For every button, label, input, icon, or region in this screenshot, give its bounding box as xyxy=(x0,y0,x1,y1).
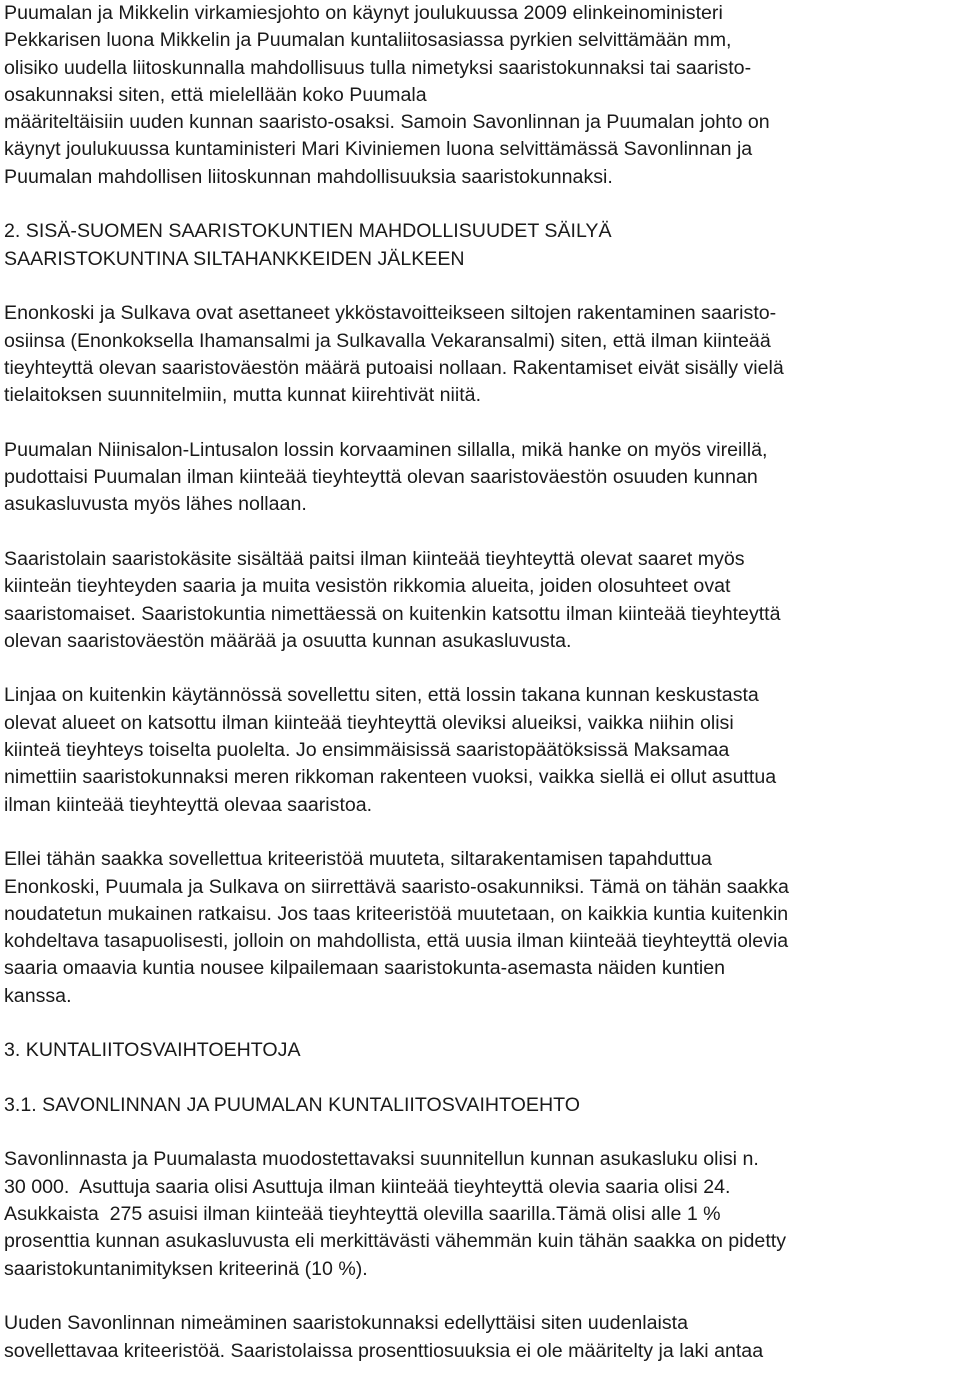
text-line: kiinteä tieyhteys toiselta puolelta. Jo ensimmäisissä saaristopäätöksissä Maksamaa xyxy=(4,739,730,762)
text-line: asukasluvusta myös lähes nollaan. xyxy=(4,493,307,516)
text-line: prosenttia kunnan asukasluvusta eli merkittävästi vähemmän kuin tähän saakka on pidetty xyxy=(4,1230,787,1253)
enonkoski-paragraph xyxy=(4,300,958,409)
paragraph-gap xyxy=(4,1283,958,1310)
paragraph-gap xyxy=(4,1065,958,1092)
text-line: kohdeltava tasapuolisesti, jolloin on mahdollista, että uusia ilman kiinteää tieyhteyttä olevia xyxy=(4,930,789,953)
paragraph-gap xyxy=(4,1119,958,1146)
text-line: Puumalan Niinisalon-Lintusalon lossin korvaaminen sillalla, mikä hanke on myös vireillä, xyxy=(4,438,768,461)
paragraph-gap xyxy=(4,655,958,682)
text-line: osiinsa (Enonkoksella Ihamansalmi ja Sulkavalla Vekaransalmi) siten, että ilman kiinteää xyxy=(4,329,771,352)
text-line: Pekkarisen luona Mikkelin ja Puumalan kuntaliitosasiassa pyrkien selvittämään mm, xyxy=(4,29,732,52)
text-line: olisiko uudella liitoskunnalla mahdollisuus tulla nimetyksi saaristokunnaksi tai saaristo- xyxy=(4,56,752,79)
text-line: saaria omaavia kuntia nousee kilpailemaan saaristokunta-asemasta näiden kuntien xyxy=(4,957,726,980)
document-page xyxy=(4,0,958,1365)
text-line: osakunnaksi siten, että mielellään koko Puumala xyxy=(4,83,427,106)
paragraph-gap xyxy=(4,273,958,300)
intro-paragraph xyxy=(4,0,958,191)
uuden-paragraph xyxy=(4,1310,958,1365)
text-line: Puumalan mahdollisen liitoskunnan mahdollisuuksia saaristokunnaksi. xyxy=(4,165,613,188)
linjaa-paragraph xyxy=(4,682,958,818)
paragraph-gap xyxy=(4,191,958,218)
text-line: 30 000. Asuttuja saaria olisi Asuttuja ilman kiinteää tieyhteyttä olevia saaria olisi 24. xyxy=(4,1175,731,1198)
text-line: olevat alueet on katsottu ilman kiinteää tieyhteyttä oleviksi alueiksi, vaikka niihin olisi xyxy=(4,711,734,734)
paragraph-gap xyxy=(4,819,958,846)
niinisalo-paragraph xyxy=(4,437,958,519)
heading-line: 3. KUNTALIITOSVAIHTOEHTOJA xyxy=(4,1039,301,1062)
section-3-heading xyxy=(4,1037,958,1064)
text-line: Enonkoski ja Sulkava ovat asettaneet ykköstavoitteikseen siltojen rakentaminen saaristo- xyxy=(4,302,777,325)
text-line: käynyt joulukuussa kuntaministeri Mari Kiviniemen luona selvittämässä Savonlinnan ja xyxy=(4,138,753,161)
text-line: kiinteän tieyhteyden saaria ja muita vesistön rikkomia alueita, joiden olosuhteet ovat xyxy=(4,575,731,598)
text-line: Uuden Savonlinnan nimeäminen saaristokunnaksi edellyttäisi siten uudenlaista xyxy=(4,1312,689,1335)
text-line: Enonkoski, Puumala ja Sulkava on siirrettävä saaristo-osakunniksi. Tämä on tähän saakka xyxy=(4,875,789,898)
text-line: määriteltäisiin uuden kunnan saaristo-osaksi. Samoin Savonlinnan ja Puumalan johto on xyxy=(4,111,770,134)
text-line: ilman kiinteää tieyhteyttä olevaa saaristoa. xyxy=(4,793,373,816)
ellei-paragraph xyxy=(4,846,958,1010)
saaristolaki-paragraph xyxy=(4,546,958,655)
text-line: Savonlinnasta ja Puumalasta muodostettavaksi suunnitellun kunnan asukasluku olisi n. xyxy=(4,1148,759,1171)
text-line: Puumalan ja Mikkelin virkamiesjohto on käynyt joulukuussa 2009 elinkeinoministeri xyxy=(4,2,723,24)
asukasluku-paragraph xyxy=(4,1146,958,1282)
section-2-heading xyxy=(4,218,958,273)
text-line: pudottaisi Puumalan ilman kiinteää tieyhteyttä olevan saaristoväestön osuuden kunnan xyxy=(4,466,758,489)
text-line: tielaitoksen suunnitelmiin, mutta kunnat kiirehtivät niitä. xyxy=(4,384,482,407)
text-line: saaristokuntanimityksen kriteerinä (10 %). xyxy=(4,1257,368,1280)
heading-line: 3.1. SAVONLINNAN JA PUUMALAN KUNTALIITOSVAIHTOEHTO xyxy=(4,1093,580,1116)
text-line: Linjaa on kuitenkin käytännössä sovellettu siten, että lossin takana kunnan keskustasta xyxy=(4,684,759,707)
paragraph-gap xyxy=(4,1010,958,1037)
text-line: sovellettavaa kriteeristöä. Saaristolaissa prosenttiosuuksia ei ole määritelty ja laki antaa xyxy=(4,1339,764,1362)
text-line: saaristomaiset. Saaristokuntia nimettäessä on kuitenkin katsottu ilman kiinteää tieyhteyttä xyxy=(4,602,781,625)
text-line: kanssa. xyxy=(4,984,72,1007)
text-line: noudatetun mukainen ratkaisu. Jos taas kriteeristöä muutetaan, on kaikkia kuntia kuitenkin xyxy=(4,902,789,925)
heading-line: SAARISTOKUNTINA SILTAHANKKEIDEN JÄLKEEN xyxy=(4,247,465,270)
section-3-1-heading xyxy=(4,1092,958,1119)
text-line: tieyhteyttä olevan saaristoväestön määrä putoaisi nollaan. Rakentamiset eivät sisälly vielä xyxy=(4,356,784,379)
paragraph-gap xyxy=(4,409,958,436)
text-line: nimettiin saaristokunnaksi meren rikkoman rakenteen vuoksi, vaikka siellä ei ollut asuttua xyxy=(4,766,777,789)
text-line: Asukkaista 275 asuisi ilman kiinteää tieyhteyttä olevilla saarilla.Tämä olisi alle 1 % xyxy=(4,1203,721,1226)
text-line: Saaristolain saaristokäsite sisältää paitsi ilman kiinteää tieyhteyttä olevat saaret myös xyxy=(4,547,745,570)
text-line: Ellei tähän saakka sovellettua kriteeristöä muuteta, siltarakentamisen tapahduttua xyxy=(4,848,712,871)
heading-line: 2. SISÄ-SUOMEN SAARISTOKUNTIEN MAHDOLLISUUDET SÄILYÄ xyxy=(4,220,612,243)
text-line: olevan saaristoväestön määrää ja osuutta kunnan asukasluvusta. xyxy=(4,629,572,652)
paragraph-gap xyxy=(4,519,958,546)
